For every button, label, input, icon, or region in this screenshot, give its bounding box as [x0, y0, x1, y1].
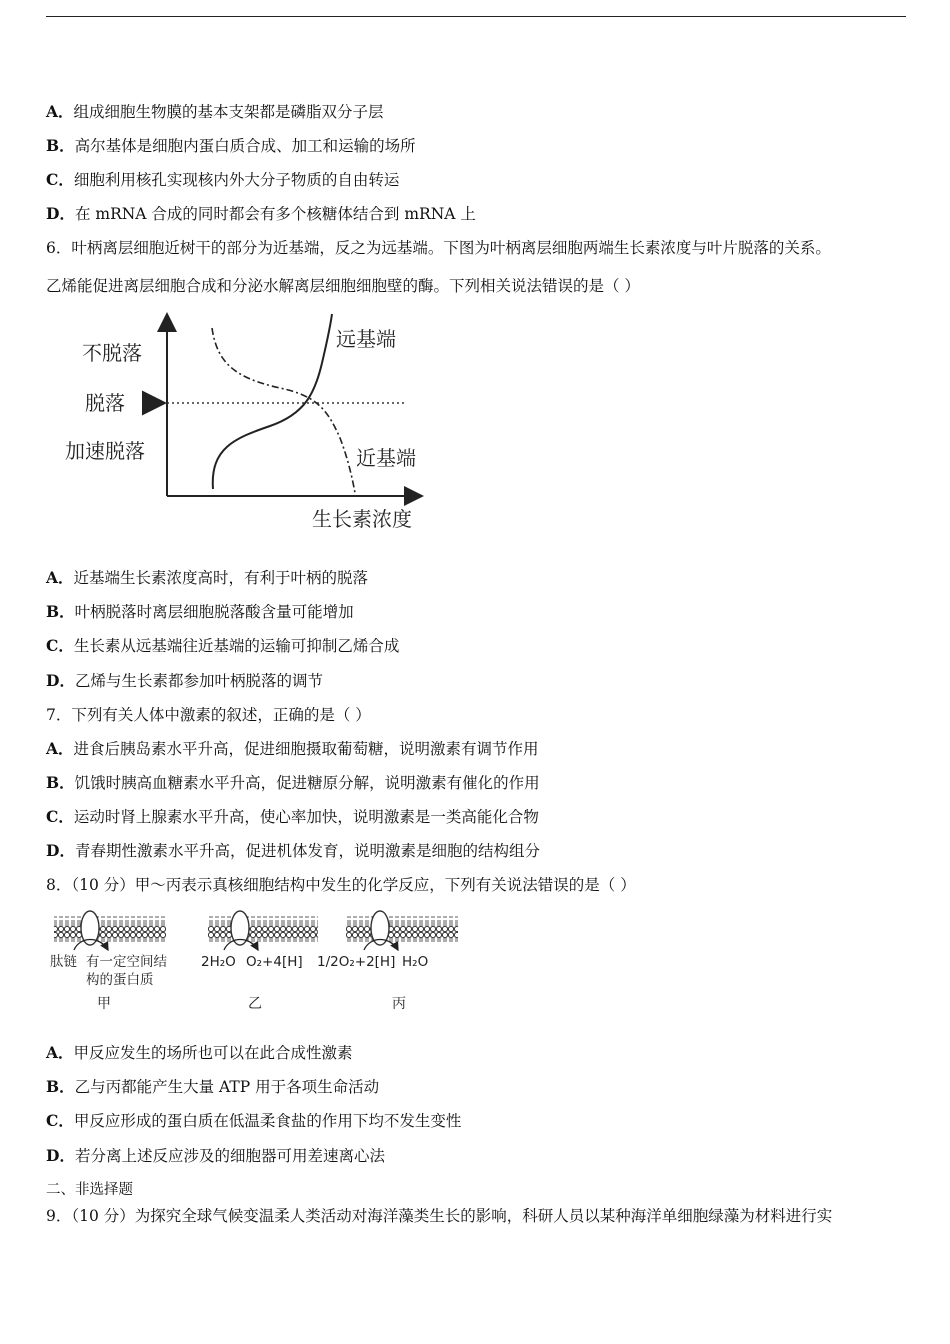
q9-stem: 9．（10 分）为探究全球气候变温柔人类活动对海洋藻类生长的影响，科研人员以某种海洋单细胞绿藻为材料进行实 [46, 1207, 833, 1225]
y-label-shed: 脱落 [85, 391, 125, 415]
q5-option-a: A．组成细胞生物膜的基本支架都是磷脂双分子层 [46, 102, 384, 121]
q6-figure [60, 308, 440, 543]
near-end-label: 近基端 [356, 446, 416, 470]
q8-option-d: D．若分离上述反应涉及的细胞器可用差速离心法 [46, 1146, 385, 1165]
q6-option-b: B．叶柄脱落时离层细胞脱落酸含量可能增加 [46, 602, 354, 621]
x-axis-label: 生长素浓度 [312, 507, 412, 531]
jia-name: 甲 [97, 996, 111, 1012]
yi-left: 2H₂O [201, 954, 236, 970]
bing-left: 1/2O₂+2[H] [317, 954, 396, 970]
jia-left: 肽链 [50, 954, 77, 970]
q8-figure [46, 906, 466, 1021]
q7-option-a: A．进食后胰岛素水平升高，促进细胞摄取葡萄糖，说明激素有调节作用 [46, 739, 539, 758]
q5-option-b: B．高尔基体是细胞内蛋白质合成、加工和运输的场所 [46, 136, 416, 155]
bing-right: H₂O [402, 954, 429, 970]
q6-option-c: C．生长素从远基端往近基端的运输可抑制乙烯合成 [46, 636, 400, 655]
q5-option-c: C．细胞利用核孔实现核内外大分子物质的自由转运 [46, 170, 400, 189]
y-label-no-shed: 不脱落 [82, 341, 142, 365]
q7-option-b: B．饥饿时胰高血糖素水平升高，促进糖原分解，说明激素有催化的作用 [46, 773, 540, 792]
q7-option-d: D．青春期性激素水平升高，促进机体发育，说明激素是细胞的结构组分 [46, 841, 540, 860]
membrane-yi [208, 916, 318, 942]
membrane-bing [346, 916, 458, 942]
q6-option-d: D．乙烯与生长素都参加叶柄脱落的调节 [46, 671, 323, 690]
q6-stem-line1: 6．叶柄离层细胞近树干的部分为近基端，反之为远基端。下图为叶柄离层细胞两端生长素浓度与叶片脱落的关系。 [46, 239, 831, 257]
near-end-curve [212, 328, 355, 493]
q8-option-b: B．乙与丙都能产生大量 ATP 用于各项生命活动 [46, 1077, 380, 1096]
yi-right: O₂+4[H] [246, 954, 303, 970]
q8-stem: 8．（10 分）甲～丙表示真核细胞结构中发生的化学反应，下列有关说法错误的是（ ） [46, 876, 636, 894]
q7-option-c: C．运动时肾上腺素水平升高，使心率加快，说明激素是一类高能化合物 [46, 807, 539, 826]
q7-stem: 7．下列有关人体中激素的叙述，正确的是（ ） [46, 706, 371, 724]
q5-option-d: D．在 mRNA 合成的同时都会有多个核糖体结合到 mRNA 上 [46, 204, 476, 223]
top-rule [46, 16, 906, 17]
far-end-label: 远基端 [336, 327, 396, 351]
jia-right-1: 有一定空间结 [86, 954, 167, 970]
section-heading: 二、非选择题 [46, 1182, 133, 1198]
q8-option-c: C．甲反应形成的蛋白质在低温柔食盐的作用下均不发生变性 [46, 1111, 462, 1130]
y-label-accelerate: 加速脱落 [65, 439, 145, 463]
jia-right-2: 构的蛋白质 [86, 972, 154, 988]
q6-option-a: A．近基端生长素浓度高时，有利于叶柄的脱落 [46, 568, 369, 587]
yi-name: 乙 [248, 996, 262, 1012]
q8-option-a: A．甲反应发生的场所也可以在此合成性激素 [46, 1043, 353, 1062]
bing-name: 丙 [392, 996, 406, 1012]
q6-stem-line2: 乙烯能促进离层细胞合成和分泌水解离层细胞细胞壁的酶。下列相关说法错误的是（ ） [46, 277, 640, 295]
membrane-jia [54, 916, 166, 942]
